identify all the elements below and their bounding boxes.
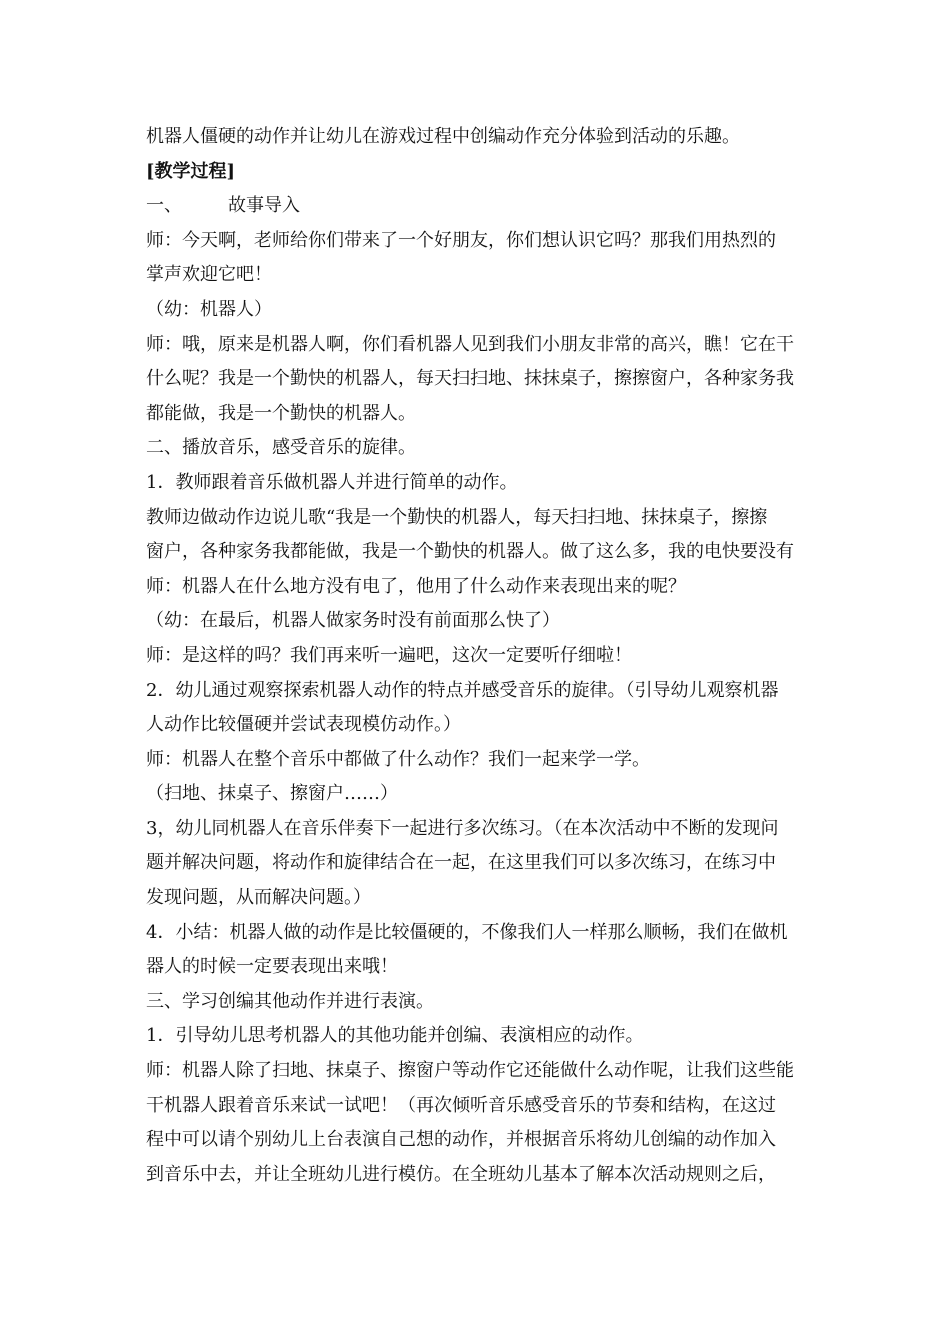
text-line: 窗户，各种家务我都能做，我是一个勤快的机器人。做了这么多，我的电快要没有 xyxy=(146,541,794,563)
text-line: 教师边做动作边说儿歌“我是一个勤快的机器人，每天扫扫地、抹抹桌子，擦擦 xyxy=(146,506,768,528)
step-item: 1．教师跟着音乐做机器人并进行简单的动作。 xyxy=(146,471,518,493)
text-line: 题并解决问题，将动作和旋律结合在一起，在这里我们可以多次练习，在练习中 xyxy=(146,852,776,874)
document-body xyxy=(146,120,814,1192)
dialogue-line: （幼：机器人） xyxy=(146,298,272,320)
dialogue-line: 师：机器人除了扫地、抹桌子、擦窗户等动作它还能做什么动作呢，让我们这些能 xyxy=(146,1060,794,1082)
paragraph-intro-end: 机器人僵硬的动作并让幼儿在游戏过程中创编动作充分体验到活动的乐趣。 xyxy=(146,126,740,147)
text-line: 到音乐中去，并让全班幼儿进行模仿。在全班幼儿基本了解本次活动规则之后， xyxy=(146,1163,776,1185)
text-line: 人动作比较僵硬并尝试表现模仿动作。） xyxy=(146,714,461,736)
dialogue-line: 师：哦，原来是机器人啊，你们看机器人见到我们小朋友非常的高兴，瞧！它在干 xyxy=(146,333,794,355)
section-heading-teaching-process: [教学过程] xyxy=(146,160,236,182)
dialogue-line: （幼：在最后，机器人做家务时没有前面那么快了） xyxy=(146,610,560,632)
dialogue-line: 都能做，我是一个勤快的机器人。 xyxy=(146,402,416,424)
text-line: 器人的时候一定要表现出来哦！ xyxy=(146,956,398,978)
text-line: 程中可以请个别幼儿上台表演自己想的动作，并根据音乐将幼儿创编的动作加入 xyxy=(146,1129,776,1151)
dialogue-line: 什么呢？我是一个勤快的机器人，每天扫扫地、抹抹桌子，擦擦窗户，各种家务我 xyxy=(146,368,794,390)
dialogue-line: 师：机器人在什么地方没有电了，他用了什么动作来表现出来的呢？ xyxy=(146,575,686,597)
dialogue-line: 师：今天啊，老师给你们带来了一个好朋友，你们想认识它吗？那我们用热烈的 xyxy=(146,229,776,251)
section-title: 故事导入 xyxy=(228,195,300,217)
dialogue-line: （扫地、抹桌子、擦窗户……） xyxy=(146,783,398,805)
dialogue-line: 掌声欢迎它吧！ xyxy=(146,264,272,286)
step-item: 3，幼儿同机器人在音乐伴奏下一起进行多次练习。（在本次活动中不断的发现问 xyxy=(146,817,779,839)
dialogue-line: 师：机器人在整个音乐中都做了什么动作？我们一起来学一学。 xyxy=(146,748,650,770)
step-item: 4．小结：机器人做的动作是比较僵硬的，不像我们人一样那么顺畅，我们在做机 xyxy=(146,921,788,943)
dialogue-line: 师：是这样的吗？我们再来听一遍吧，这次一定要听仔细啦！ xyxy=(146,644,632,666)
text-line: 干机器人跟着音乐来试一试吧！（再次倾听音乐感受音乐的节奏和结构，在这过 xyxy=(146,1094,776,1116)
text-line: 发现问题，从而解决问题。） xyxy=(146,887,371,909)
section-heading-2: 二、播放音乐，感受音乐的旋律。 xyxy=(146,437,416,459)
section-heading-3: 三、学习创编其他动作并进行表演。 xyxy=(146,990,434,1012)
section-number: 一、 xyxy=(146,195,182,217)
step-item: 2．幼儿通过观察探索机器人动作的特点并感受音乐的旋律。（引导幼儿观察机器 xyxy=(146,679,779,701)
section-heading-1 xyxy=(146,189,814,224)
step-item: 1．引导幼儿思考机器人的其他功能并创编、表演相应的动作。 xyxy=(146,1025,644,1047)
